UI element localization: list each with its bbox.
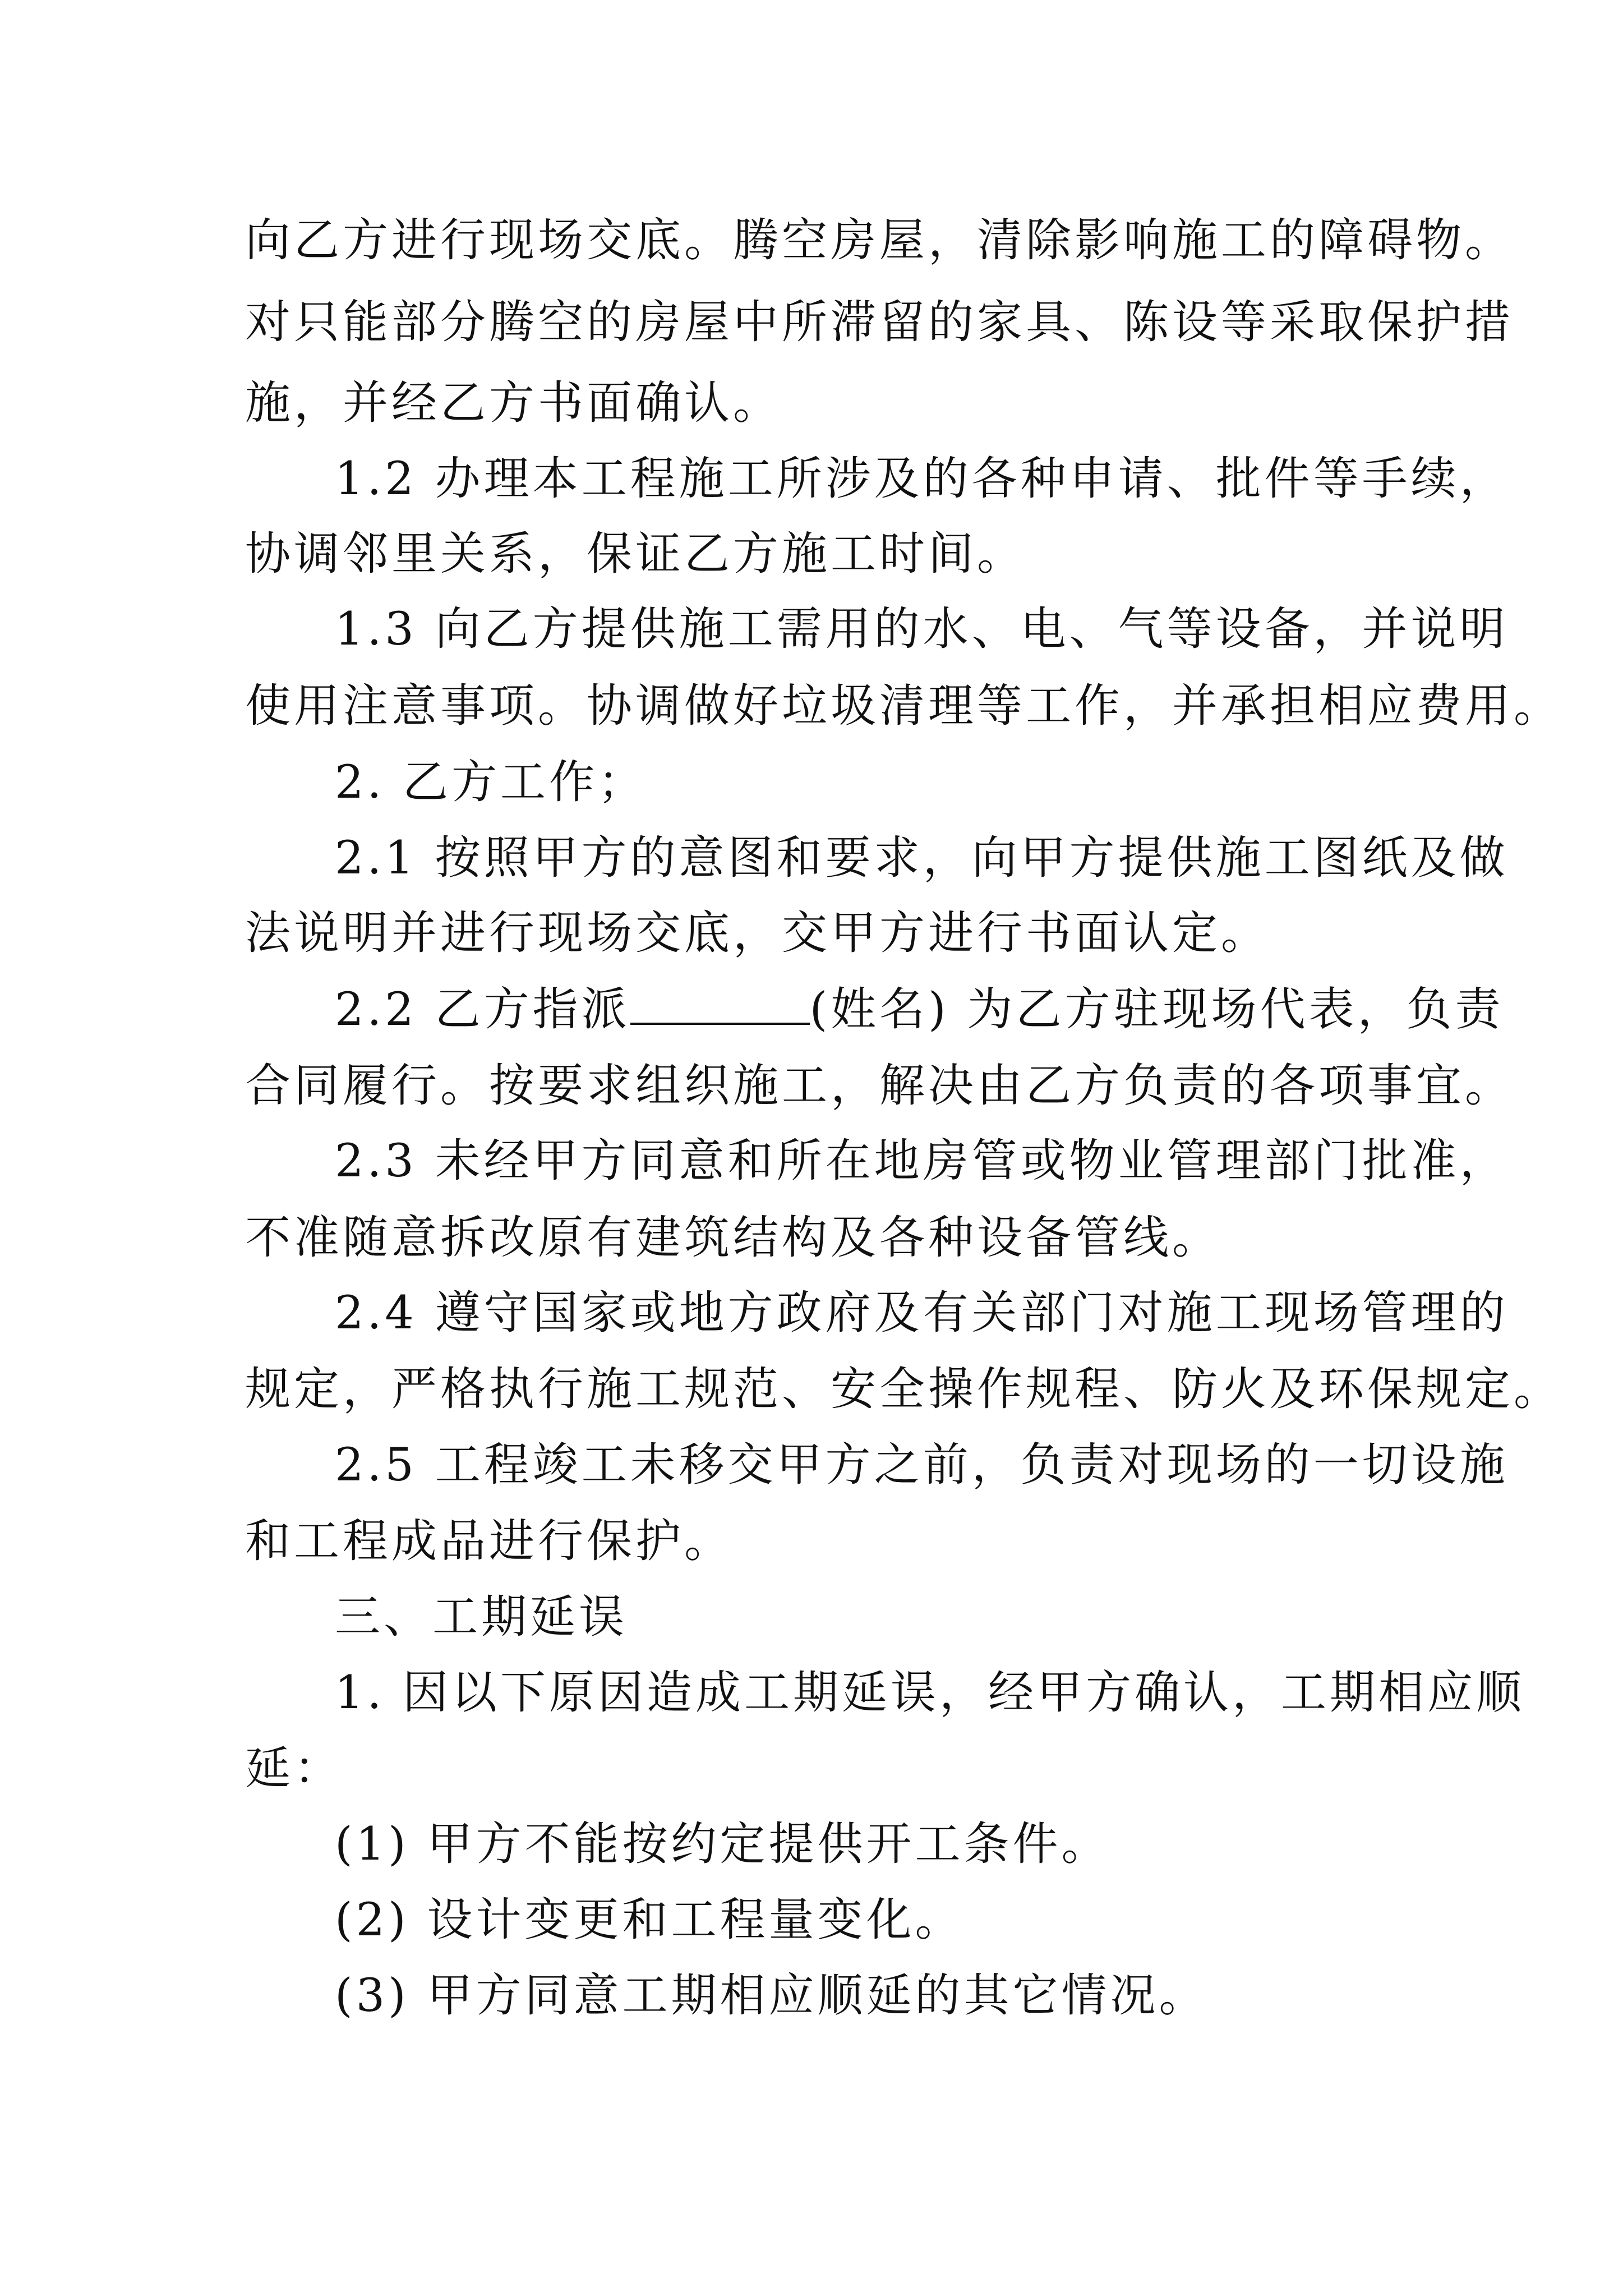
paragraph-line: 2.4 遵守国家或地方政府及有关部门对施工现场管理的 bbox=[335, 1287, 1509, 1340]
section-heading: 三、工期延误 bbox=[335, 1591, 628, 1644]
paragraph-line: 对只能部分腾空的房屋中所滞留的家具、陈设等采取保护措 bbox=[245, 296, 1514, 349]
clause-2-2-suffix: (姓名) 为乙方驻现场代表，负责 bbox=[809, 983, 1504, 1036]
paragraph-line-clause-2-2 bbox=[335, 982, 1504, 1038]
paragraph-line: 2.5 工程竣工未移交甲方之前，负责对现场的一切设施 bbox=[335, 1439, 1509, 1492]
clause-2-2-prefix: 2.2 乙方指派 bbox=[335, 983, 630, 1036]
paragraph-line: 规定，严格执行施工规范、安全操作规程、防火及环保规定。 bbox=[245, 1363, 1563, 1416]
paragraph-line: 2.3 未经甲方同意和所在地房管或物业管理部门批准， bbox=[335, 1135, 1509, 1188]
paragraph-line: 向乙方进行现场交底。腾空房屋，清除影响施工的障碍物。 bbox=[245, 214, 1514, 267]
paragraph-line: 不准随意拆改原有建筑结构及各种设备管线。 bbox=[245, 1212, 1221, 1264]
list-item: (1) 甲方不能按约定提供开工条件。 bbox=[335, 1818, 1110, 1871]
paragraph-line: 2.1 按照甲方的意图和要求，向甲方提供施工图纸及做 bbox=[335, 832, 1509, 885]
paragraph-line: 1.2 办理本工程施工所涉及的各种申请、批件等手续， bbox=[335, 453, 1509, 505]
paragraph-line: 延： bbox=[245, 1742, 343, 1795]
paragraph-line: 1. 因以下原因造成工期延误，经甲方确认，工期相应顺 bbox=[335, 1667, 1525, 1719]
paragraph-line: 1.3 向乙方提供施工需用的水、电、气等设备，并说明 bbox=[335, 603, 1509, 656]
paragraph-line: 使用注意事项。协调做好垃圾清理等工作，并承担相应费用。 bbox=[245, 680, 1563, 733]
list-item: (3) 甲方同意工期相应顺延的其它情况。 bbox=[335, 1970, 1208, 2022]
paragraph-line: 和工程成品进行保护。 bbox=[245, 1515, 734, 1568]
paragraph-line: 法说明并进行现场交底，交甲方进行书面认定。 bbox=[245, 907, 1270, 960]
list-item: (2) 设计变更和工程量变化。 bbox=[335, 1894, 964, 1947]
paragraph-line: 合同履行。按要求组织施工，解决由乙方负责的各项事宜。 bbox=[245, 1060, 1514, 1112]
paragraph-line: 协调邻里关系，保证乙方施工时间。 bbox=[245, 528, 1026, 581]
name-blank-field[interactable] bbox=[630, 986, 810, 1025]
paragraph-line: 施，并经乙方书面确认。 bbox=[245, 377, 782, 430]
section-heading: 2. 乙方工作； bbox=[335, 756, 647, 809]
